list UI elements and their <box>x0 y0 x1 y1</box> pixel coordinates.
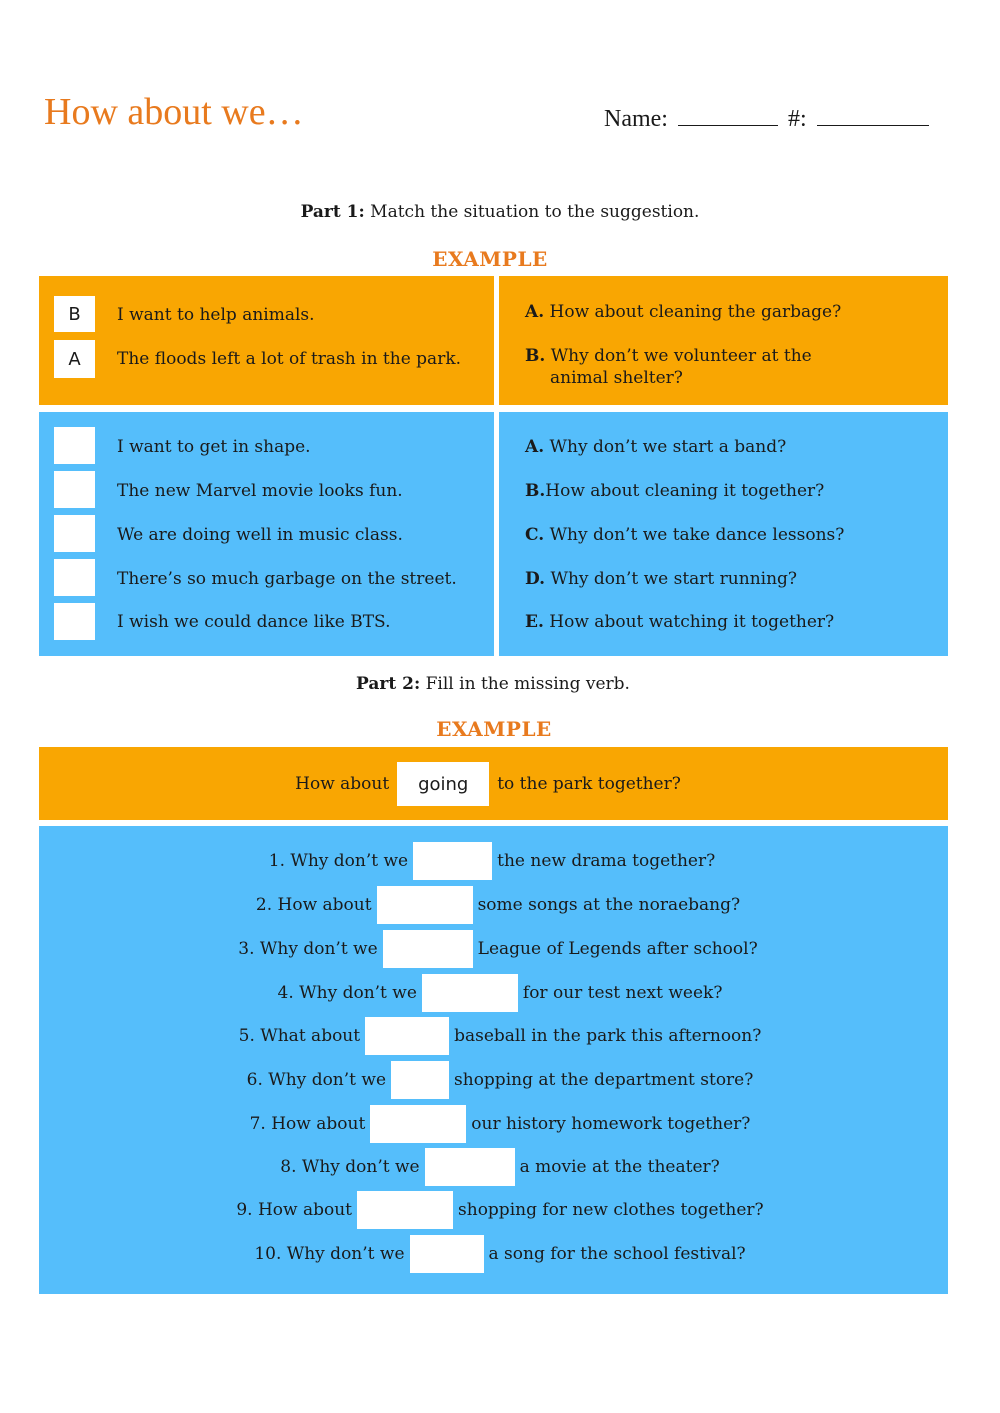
fill-before: How about <box>295 774 390 794</box>
example-answer-box: B <box>54 296 95 332</box>
example-situations-panel <box>39 276 494 405</box>
suggestion-letter: A. <box>525 302 545 322</box>
suggestion-letter: C. <box>525 525 545 545</box>
example-suggestion <box>525 346 812 366</box>
fill-after: shopping for new clothes together? <box>458 1200 764 1220</box>
part1-instruction-text: Match the situation to the suggestion. <box>364 202 700 222</box>
answer-box[interactable] <box>54 515 95 552</box>
fill-item <box>0 887 998 923</box>
fill-blank[interactable] <box>413 842 492 880</box>
example-situation: I want to help animals. <box>117 305 315 325</box>
fill-item <box>0 1192 1000 1228</box>
suggestion-item <box>525 569 797 589</box>
suggestion-text: Why don’t we volunteer at the <box>550 346 812 366</box>
example-situation: The floods left a lot of trash in the park. <box>117 349 462 369</box>
part1-example-label: EXAMPLE <box>432 247 548 271</box>
fill-blank[interactable] <box>370 1105 466 1143</box>
suggestion-text: How about watching it together? <box>549 612 835 632</box>
suggestion-text: Why don’t we take dance lessons? <box>549 525 845 545</box>
fill-after: some songs at the noraebang? <box>477 895 741 915</box>
suggestion-text: How about cleaning it together? <box>545 481 825 501</box>
number-label: #: <box>787 106 807 132</box>
fill-before: 7. How about <box>249 1114 366 1134</box>
name-label: Name: <box>604 106 668 132</box>
name-field[interactable] <box>678 104 778 126</box>
fill-item <box>0 975 1000 1011</box>
fill-example-answer: going <box>397 762 489 806</box>
answer-box[interactable] <box>54 471 95 508</box>
part2-example-label: EXAMPLE <box>436 717 552 741</box>
fill-blank[interactable] <box>391 1061 449 1099</box>
suggestion-text: Why don’t we start a band? <box>549 437 787 457</box>
fill-item <box>0 931 998 967</box>
suggestion-letter: B. <box>525 346 546 366</box>
answer-box[interactable] <box>54 559 95 596</box>
fill-after: our history homework together? <box>471 1114 751 1134</box>
number-field[interactable] <box>817 104 929 126</box>
fill-blank[interactable] <box>365 1017 449 1055</box>
fill-after: the new drama together? <box>497 851 716 871</box>
answer-box[interactable] <box>54 427 95 464</box>
fill-after: League of Legends after school? <box>477 939 758 959</box>
part1-heading: Part 1: <box>300 202 365 222</box>
fill-example-row <box>0 766 988 802</box>
fill-before: 4. Why don’t we <box>277 983 417 1003</box>
suggestion-item <box>525 481 824 501</box>
part1-instruction <box>0 202 1000 222</box>
page-title: How about we… <box>44 91 304 133</box>
fill-item <box>0 1062 1000 1098</box>
fill-blank[interactable] <box>410 1235 484 1273</box>
part2-heading: Part 2: <box>356 674 421 694</box>
suggestion-letter: D. <box>525 569 546 589</box>
situation-item: There’s so much garbage on the street. <box>117 569 457 589</box>
fill-item <box>0 1236 1000 1272</box>
suggestion-text-cont: animal shelter? <box>550 368 683 388</box>
suggestion-text: How about cleaning the garbage? <box>549 302 842 322</box>
fill-before: 3. Why don’t we <box>238 939 378 959</box>
fill-before: 10. Why don’t we <box>254 1244 405 1264</box>
fill-item <box>0 1149 1000 1185</box>
situation-item: I want to get in shape. <box>117 437 311 457</box>
fill-after: a song for the school festival? <box>488 1244 746 1264</box>
fill-item <box>0 843 992 879</box>
fill-item <box>0 1106 1000 1142</box>
fill-before: 5. What about <box>238 1026 361 1046</box>
fill-after: to the park together? <box>497 774 681 794</box>
part2-instruction-text: Fill in the missing verb. <box>420 674 630 694</box>
suggestion-item <box>525 612 834 632</box>
part2-instruction <box>0 674 993 694</box>
fill-before: 9. How about <box>236 1200 353 1220</box>
fill-before: 1. Why don’t we <box>268 851 409 871</box>
answer-box[interactable] <box>54 603 95 640</box>
suggestion-item <box>525 525 844 545</box>
fill-after: for our test next week? <box>522 983 723 1003</box>
fill-blank[interactable] <box>422 974 518 1012</box>
fill-before: 6. Why don’t we <box>246 1070 387 1090</box>
fill-before: 8. Why don’t we <box>280 1157 420 1177</box>
fill-item <box>0 1018 1000 1054</box>
suggestion-letter: A. <box>525 437 545 457</box>
fill-after: shopping at the department store? <box>454 1070 754 1090</box>
suggestion-letter: B. <box>525 481 546 501</box>
fill-blank[interactable] <box>377 886 473 924</box>
name-line <box>604 104 933 133</box>
suggestion-text: Why don’t we start running? <box>550 569 798 589</box>
fill-blank[interactable] <box>425 1148 515 1186</box>
fill-blank[interactable] <box>357 1191 453 1229</box>
situation-item: I wish we could dance like BTS. <box>117 612 391 632</box>
suggestion-item <box>525 437 786 457</box>
fill-after: a movie at the theater? <box>519 1157 720 1177</box>
fill-blank[interactable] <box>383 930 473 968</box>
situation-item: We are doing well in music class. <box>117 525 403 545</box>
suggestion-letter: E. <box>525 612 544 632</box>
example-suggestion <box>525 302 841 322</box>
fill-after: baseball in the park this afternoon? <box>454 1026 762 1046</box>
situation-item: The new Marvel movie looks fun. <box>117 481 403 501</box>
fill-before: 2. How about <box>255 895 372 915</box>
example-answer-box: A <box>54 340 95 378</box>
